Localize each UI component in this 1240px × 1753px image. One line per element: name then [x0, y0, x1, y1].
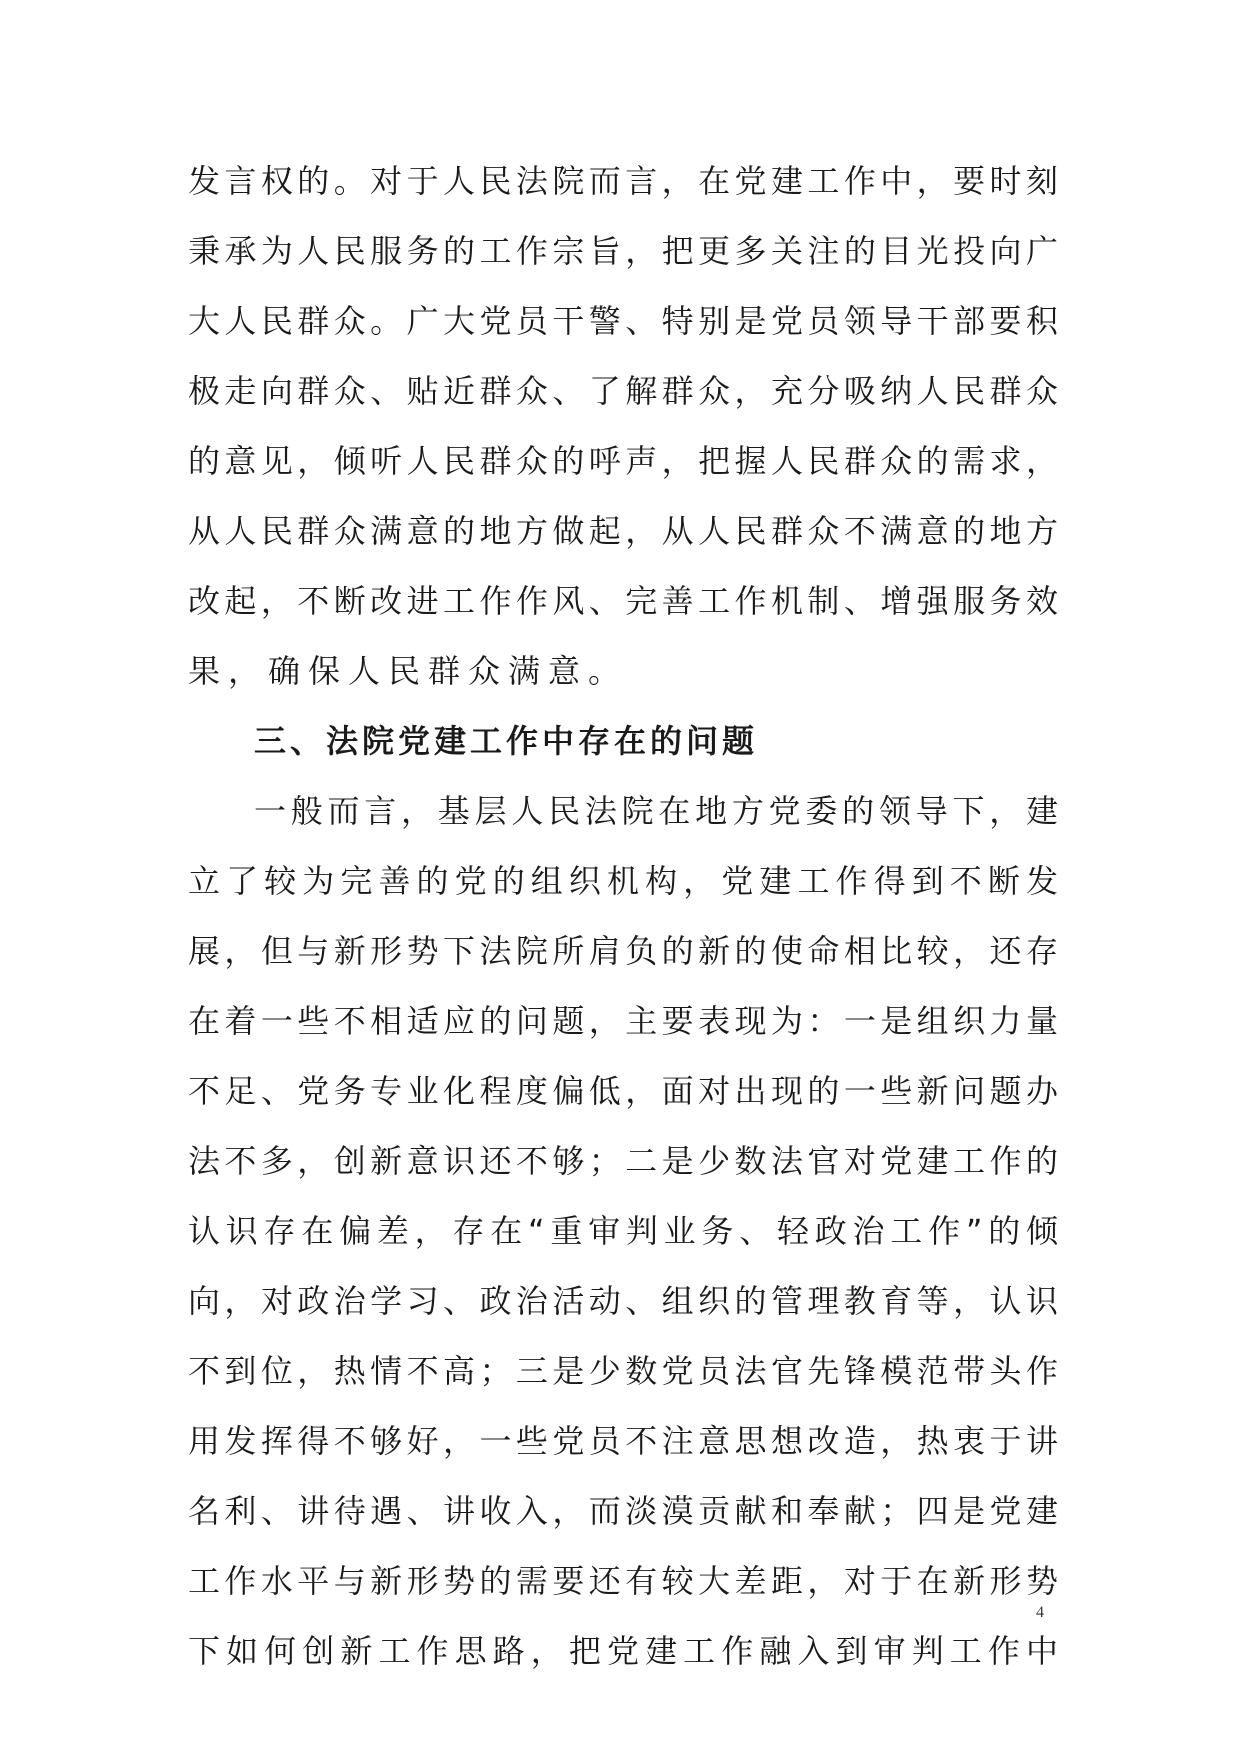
paragraph-line: 用发挥得不够好，一些党员不注意思想改造，热衷于讲	[188, 1422, 1058, 1460]
paragraph-line: 极走向群众、贴近群众、了解群众，充分吸纳人民群众	[188, 372, 1058, 410]
paragraph-line: 从人民群众满意的地方做起，从人民群众不满意的地方	[188, 512, 1058, 550]
paragraph-line: 法不多，创新意识还不够；二是少数法官对党建工作的	[188, 1142, 1058, 1180]
paragraph-line: 展，但与新形势下法院所肩负的新的使命相比较，还存	[188, 932, 1058, 970]
paragraph-line: 工作水平与新形势的需要还有较大差距，对于在新形势	[188, 1562, 1058, 1600]
paragraph-line: 立了较为完善的党的组织机构，党建工作得到不断发	[188, 862, 1058, 900]
paragraph-line: 下如何创新工作思路，把党建工作融入到审判工作中	[188, 1632, 1058, 1670]
paragraph-line: 一般而言，基层人民法院在地方党委的领导下，建	[254, 792, 1058, 830]
paragraph-line: 发言权的。对于人民法院而言，在党建工作中，要时刻	[188, 162, 1058, 200]
paragraph-line: 向，对政治学习、政治活动、组织的管理教育等，认识	[188, 1282, 1058, 1320]
paragraph-line: 果，确保人民群众满意。	[188, 652, 629, 690]
paragraph-line: 不足、党务专业化程度偏低，面对出现的一些新问题办	[188, 1072, 1058, 1110]
paragraph-line: 认识存在偏差，存在“重审判业务、轻政治工作”的倾	[188, 1212, 1058, 1250]
paragraph-line: 的意见，倾听人民群众的呼声，把握人民群众的需求，	[188, 442, 1058, 480]
paragraph-line: 大人民群众。广大党员干警、特别是党员领导干部要积	[188, 302, 1058, 340]
paragraph-line: 秉承为人民服务的工作宗旨，把更多关注的目光投向广	[188, 232, 1058, 270]
paragraph-line: 改起，不断改进工作作风、完善工作机制、增强服务效	[188, 582, 1058, 620]
body-text	[188, 146, 1058, 1686]
paragraph-line: 不到位，热情不高；三是少数党员法官先锋模范带头作	[188, 1352, 1058, 1390]
paragraph-line: 名利、讲待遇、讲收入，而淡漠贡献和奉献；四是党建	[188, 1492, 1058, 1530]
paragraph-line: 在着一些不相适应的问题，主要表现为：一是组织力量	[188, 1002, 1058, 1040]
section-heading: 三、法院党建工作中存在的问题	[254, 722, 759, 760]
page-number: 4	[1036, 1604, 1044, 1621]
